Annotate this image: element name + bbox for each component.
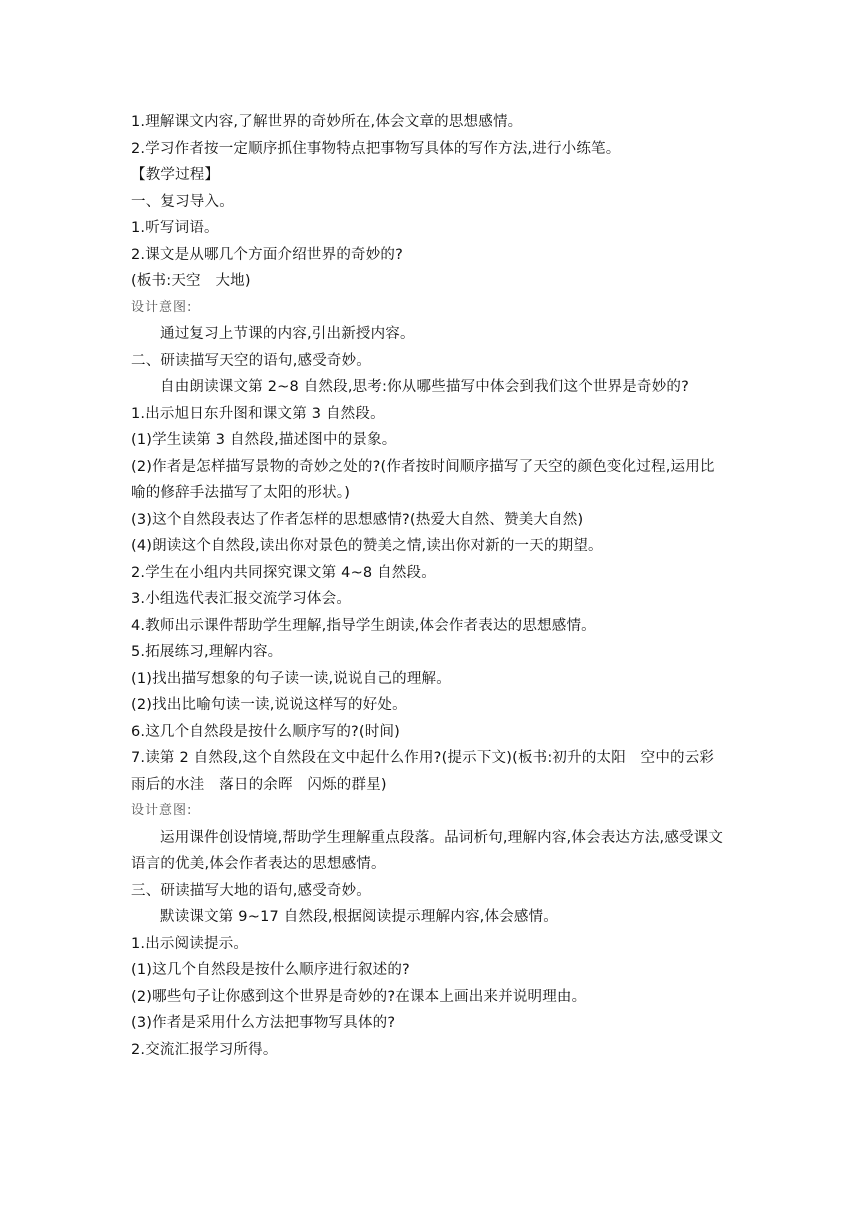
text-line: 2.交流汇报学习所得。 bbox=[131, 1041, 278, 1058]
text-line: (3)作者是采用什么方法把事物写具体的? bbox=[131, 1015, 396, 1031]
text-line: (3)这个自然段表达了作者怎样的思想感情?(热爱大自然、赞美大自然) bbox=[131, 511, 584, 528]
text-line: 语言的优美,体会作者表达的思想感情。 bbox=[131, 856, 386, 872]
indented-paragraph-line: 默读课文第 9~17 自然段,根据阅读提示理解内容,体会感情。 bbox=[160, 909, 558, 925]
text-line: 1.理解课文内容,了解世界的奇妙所在,体会文章的思想感情。 bbox=[131, 114, 523, 130]
text-line: (4)朗读这个自然段,读出你对景色的赞美之情,读出你对新的一天的期望。 bbox=[131, 538, 603, 554]
text-line: 3.小组选代表汇报交流学习体会。 bbox=[131, 591, 352, 607]
text-line: 2.学生在小组内共同探究课文第 4~8 自然段。 bbox=[131, 564, 436, 581]
indented-paragraph-line: 自由朗读课文第 2~8 自然段,思考:你从哪些描写中体会到我们这个世界是奇妙的? bbox=[160, 379, 690, 395]
design-intent-label: 设计意图: bbox=[131, 803, 193, 818]
text-line: 7.读第 2 自然段,这个自然段在文中起什么作用?(提示下文)(板书:初升的太阳 空中的云彩 bbox=[131, 750, 715, 766]
indented-paragraph-line: 通过复习上节课的内容,引出新授内容。 bbox=[160, 326, 415, 342]
text-line: (板书:天空 大地) bbox=[131, 273, 251, 289]
text-line: 1.听写词语。 bbox=[131, 220, 219, 236]
text-line: 【教学过程】 bbox=[131, 167, 220, 183]
design-intent-label: 设计意图: bbox=[131, 299, 193, 315]
text-line: 4.教师出示课件帮助学生理解,指导学生朗读,体会作者表达的思想感情。 bbox=[131, 617, 596, 634]
text-line: 雨后的水洼 落日的余晖 闪烁的群星) bbox=[131, 776, 387, 793]
text-line: (2)作者是怎样描写景物的奇妙之处的?(作者按时间顺序描写了天空的颜色变化过程,运用比 bbox=[131, 458, 715, 475]
text-line: (2)哪些句子让你感到这个世界是奇妙的?在课本上画出来并说明理由。 bbox=[131, 988, 587, 1005]
text-line: (1)这几个自然段是按什么顺序进行叙述的? bbox=[131, 962, 410, 978]
text-line: 1.出示旭日东升图和课文第 3 自然段。 bbox=[131, 405, 385, 422]
text-line: 一、复习导入。 bbox=[131, 193, 234, 210]
text-line: (1)找出描写想象的句子读一读,说说自己的理解。 bbox=[131, 670, 451, 687]
text-line: 2.学习作者按一定顺序抓住事物特点把事物写具体的写作方法,进行小练笔。 bbox=[131, 140, 621, 157]
text-line: 喻的修辞手法描写了太阳的形状。) bbox=[131, 485, 351, 501]
text-line: (2)找出比喻句读一读,说说这样写的好处。 bbox=[131, 697, 407, 713]
text-line: 二、研读描写天空的语句,感受奇妙。 bbox=[131, 352, 372, 369]
indented-paragraph-line: 运用课件创设情境,帮助学生理解重点段落。品词析句,理解内容,体会表达方法,感受课文 bbox=[160, 829, 724, 846]
text-line: 5.拓展练习,理解内容。 bbox=[131, 644, 283, 660]
text-line: (1)学生读第 3 自然段,描述图中的景象。 bbox=[131, 432, 397, 448]
text-line: 6.这几个自然段是按什么顺序写的?(时间) bbox=[131, 723, 401, 740]
text-line: 2.课文是从哪几个方面介绍世界的奇妙的? bbox=[131, 246, 404, 263]
text-line: 1.出示阅读提示。 bbox=[131, 935, 249, 952]
document-body bbox=[131, 109, 731, 1063]
text-line: 三、研读描写大地的语句,感受奇妙。 bbox=[131, 882, 372, 899]
